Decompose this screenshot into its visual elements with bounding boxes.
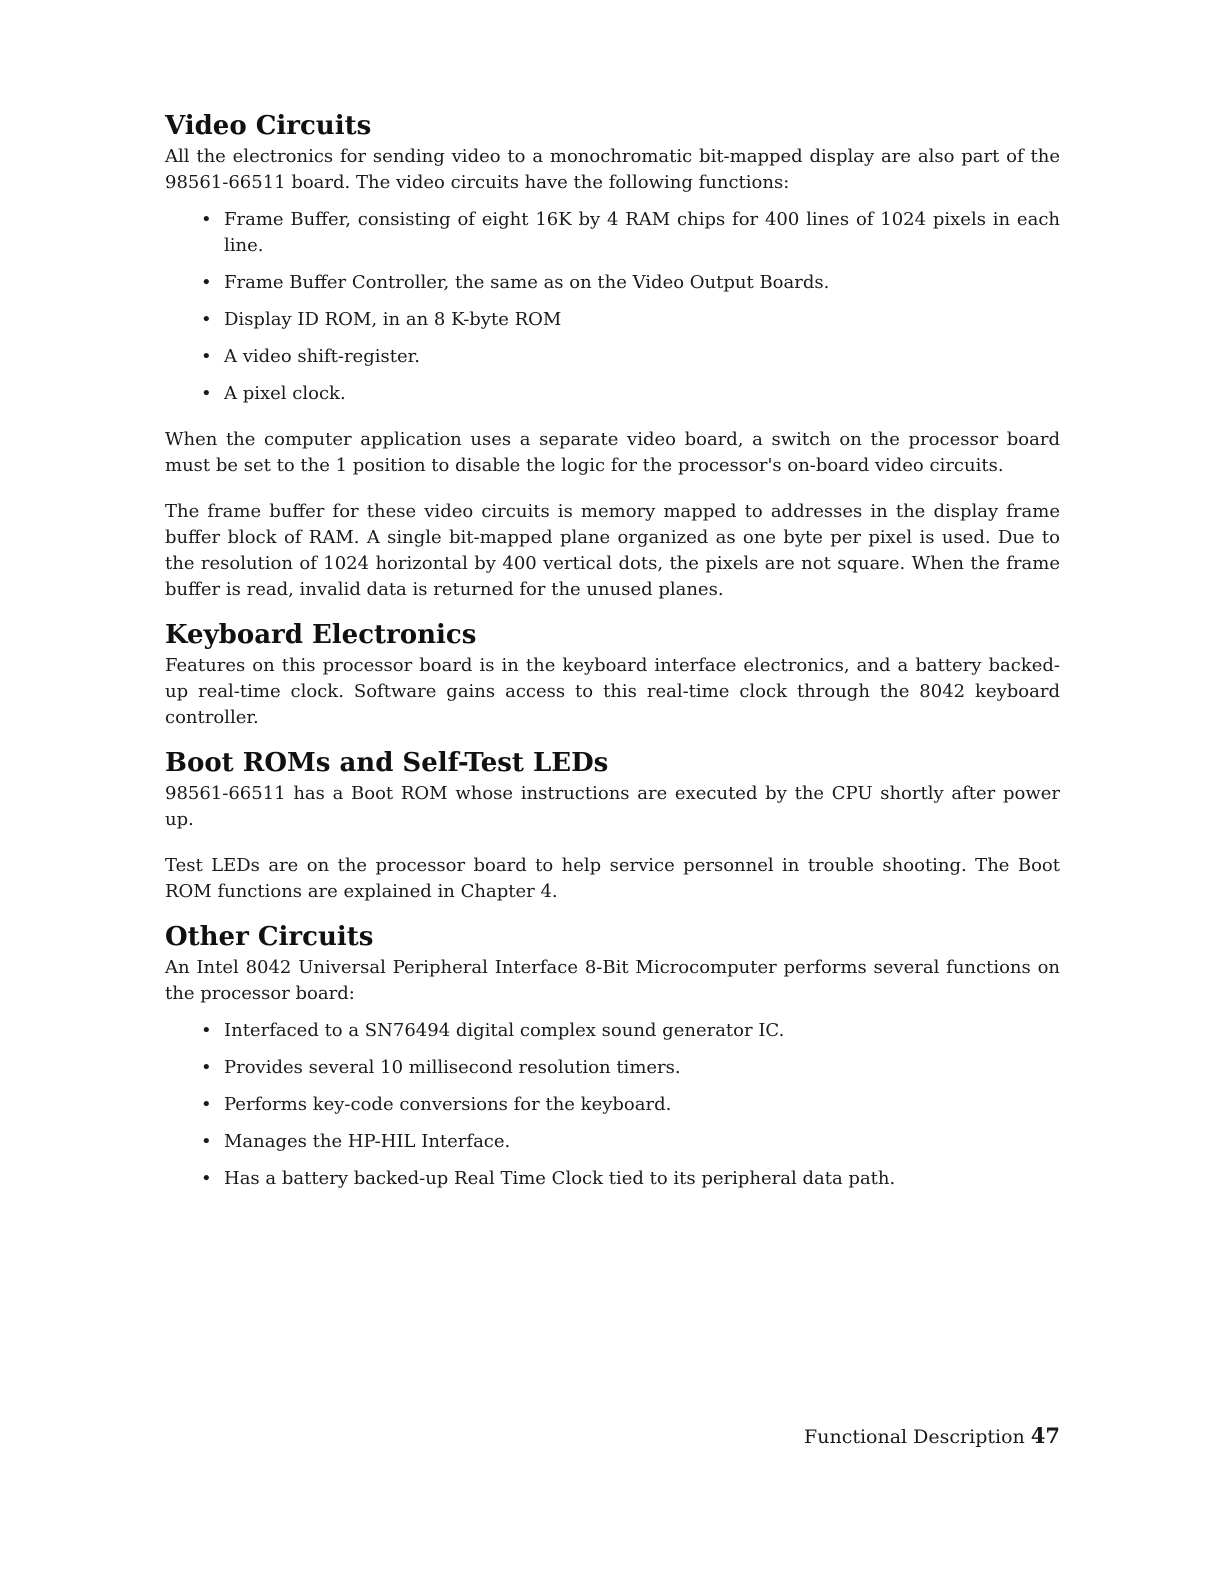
bullet-icon: • xyxy=(201,1131,212,1152)
bullet-list-video-functions xyxy=(165,207,1060,407)
section-intro: An Intel 8042 Universal Peripheral Interface 8-Bit Microcomputer performs several functions on the processor board: xyxy=(165,957,1060,1004)
list-item: • Frame Buffer, consisting of eight 16K by 4 RAM chips for 400 lines of 1024 pixels in each line. xyxy=(201,209,1060,256)
section-heading-video-circuits: Video Circuits xyxy=(165,111,372,141)
body-paragraph: 98561-66511 has a Boot ROM whose instructions are executed by the CPU shortly after power up. xyxy=(165,783,1060,830)
list-item: • Manages the HP-HIL Interface. xyxy=(165,1129,1060,1155)
section-heading-other-circuits: Other Circuits xyxy=(165,922,374,952)
list-item: • A pixel clock. xyxy=(165,381,1060,407)
bullet-icon: • xyxy=(201,209,212,230)
section-heading-boot-roms: Boot ROMs and Self-Test LEDs xyxy=(165,748,609,778)
list-item: • Provides several 10 millisecond resolution timers. xyxy=(165,1055,1060,1081)
bullet-icon: • xyxy=(201,1057,212,1078)
list-item: • Has a battery backed-up Real Time Clock tied to its peripheral data path. xyxy=(165,1166,1060,1192)
bullet-icon: • xyxy=(201,346,212,367)
body-paragraph: Test LEDs are on the processor board to help service personnel in trouble shooting. The Boot ROM functions are explained in Chapter 4. xyxy=(165,855,1060,902)
body-paragraph: The frame buffer for these video circuits is memory mapped to addresses in the display frame buffer block of RAM. A single bit-mapped plane organized as one byte per pixel is used. Due to the resolution of 1024 horizontal by 400 vertical dots, the pixels are not square. When the frame buffer is read, invalid data is returned for the unused planes. xyxy=(165,501,1060,600)
bullet-icon: • xyxy=(201,309,212,330)
bullet-icon: • xyxy=(201,1020,212,1041)
list-item: • Frame Buffer Controller, the same as on the Video Output Boards. xyxy=(165,270,1060,296)
list-item: • A video shift-register. xyxy=(165,344,1060,370)
body-paragraph: When the computer application uses a separate video board, a switch on the processor board must be set to the 1 position to disable the logic for the processor's on-board video circuits. xyxy=(165,429,1060,476)
list-item: • Performs key-code conversions for the keyboard. xyxy=(165,1092,1060,1118)
section-heading-keyboard-electronics: Keyboard Electronics xyxy=(165,620,477,650)
body-paragraph: Features on this processor board is in the keyboard interface electronics, and a battery backed-up real-time clock. Software gains access to this real-time clock through the 8042 keyboard controller. xyxy=(165,655,1060,728)
page-footer xyxy=(804,1422,1060,1451)
bullet-icon: • xyxy=(201,1094,212,1115)
list-item: • Interfaced to a SN76494 digital complex sound generator IC. xyxy=(165,1018,1060,1044)
section-intro: All the electronics for sending video to a monochromatic bit-mapped display are also part of the 98561-66511 board. The video circuits have the following functions: xyxy=(165,146,1060,193)
list-item: • Display ID ROM, in an 8 K-byte ROM xyxy=(165,307,1060,333)
bullet-icon: • xyxy=(201,1168,212,1189)
footer-chapter-title: Functional Description xyxy=(804,1426,1025,1448)
bullet-icon: • xyxy=(201,272,212,293)
page-number: 47 xyxy=(1030,1423,1060,1448)
bullet-list-8042-functions xyxy=(165,1018,1060,1192)
bullet-icon: • xyxy=(201,383,212,404)
document-page xyxy=(165,108,1060,1192)
